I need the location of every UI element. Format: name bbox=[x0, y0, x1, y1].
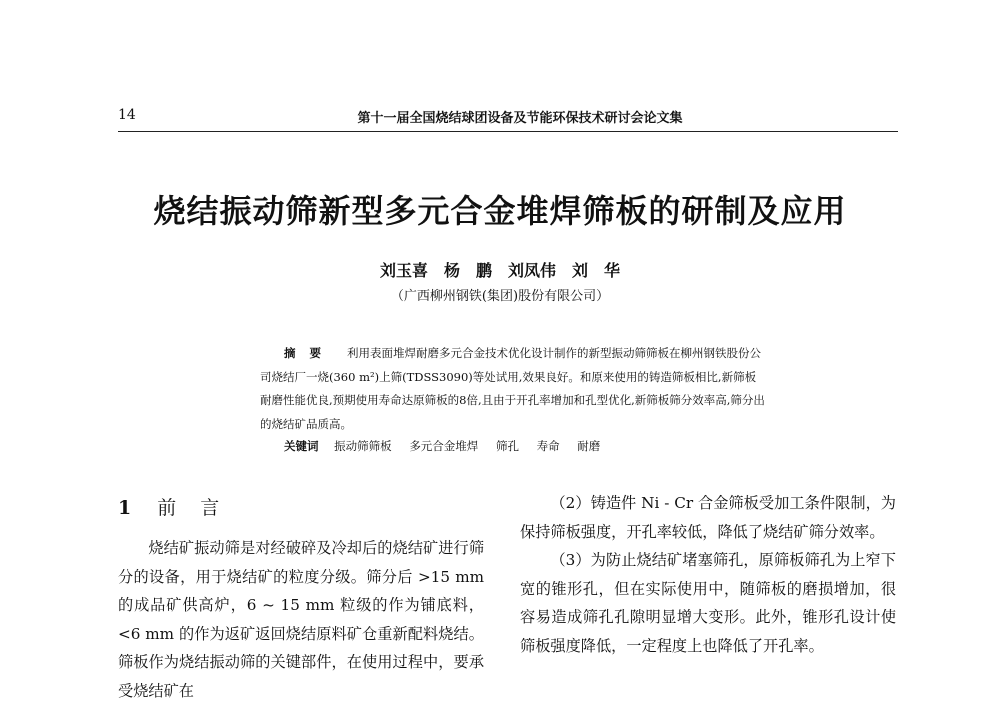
abstract bbox=[260, 342, 765, 436]
keyword: 寿命 bbox=[536, 439, 560, 453]
section-title: 前言 bbox=[157, 497, 244, 519]
abstract-label: 摘要 bbox=[284, 346, 335, 360]
section-heading bbox=[118, 493, 484, 520]
running-header: 第十一届全国烧结球团设备及节能环保技术研讨会论文集 bbox=[357, 111, 683, 126]
paper-title: 烧结振动筛新型多元合金堆焊筛板的研制及应用 bbox=[153, 192, 847, 230]
left-column bbox=[118, 493, 484, 705]
right-column bbox=[520, 489, 896, 660]
keywords-label: 关键词 bbox=[284, 439, 319, 453]
header-rule bbox=[118, 131, 898, 132]
paragraph: 烧结矿振动筛是对经破碎及冷却后的烧结矿进行筛分的设备，用于烧结矿的粒度分级。筛分后 >15 mm 的成品矿供高炉，6 ~ 15 mm 粒级的作为铺底料，<6 mm 的作为返矿返回烧结原料矿仓重新配料烧结。筛板作为烧结振动筛的关键部件，在使用过程中，要承受烧结矿在 bbox=[118, 539, 484, 700]
affiliation: （广西柳州钢铁(集团)股份有限公司） bbox=[390, 289, 610, 304]
section-number: 1 bbox=[118, 497, 132, 519]
abstract-text: 利用表面堆焊耐磨多元合金技术优化设计制作的新型振动筛筛板在柳州钢铁股份公司烧结厂一烧(360 m²)上筛(TDSS3090)等处试用,效果良好。和原来使用的铸造筛板相比,新筛板耐磨性能优良,预期使用寿命达原筛板的8倍,且由于开孔率增加和孔型优化,新筛板筛分效率高,筛分出的烧结矿品质高。 bbox=[260, 346, 765, 431]
keyword: 多元合金堆焊 bbox=[409, 439, 479, 453]
page-number: 14 bbox=[118, 107, 136, 123]
paragraph: （3）为防止烧结矿堵塞筛孔，原筛板筛孔为上窄下宽的锥形孔，但在实际使用中，随筛板的磨损增加，很容易造成筛孔孔隙明显增大变形。此外，锥形孔设计使筛板强度降低，一定程度上也降低了开孔率。 bbox=[520, 551, 896, 655]
keyword: 耐磨 bbox=[577, 439, 601, 453]
keywords bbox=[284, 436, 614, 456]
authors: 刘玉喜 杨 鹏 刘凤伟 刘 华 bbox=[379, 261, 620, 280]
paragraph: （2）铸造件 Ni - Cr 合金筛板受加工条件限制，为保持筛板强度，开孔率较低，降低了烧结矿筛分效率。 bbox=[520, 494, 896, 541]
keyword: 振动筛筛板 bbox=[334, 439, 392, 453]
keyword: 筛孔 bbox=[495, 439, 519, 453]
